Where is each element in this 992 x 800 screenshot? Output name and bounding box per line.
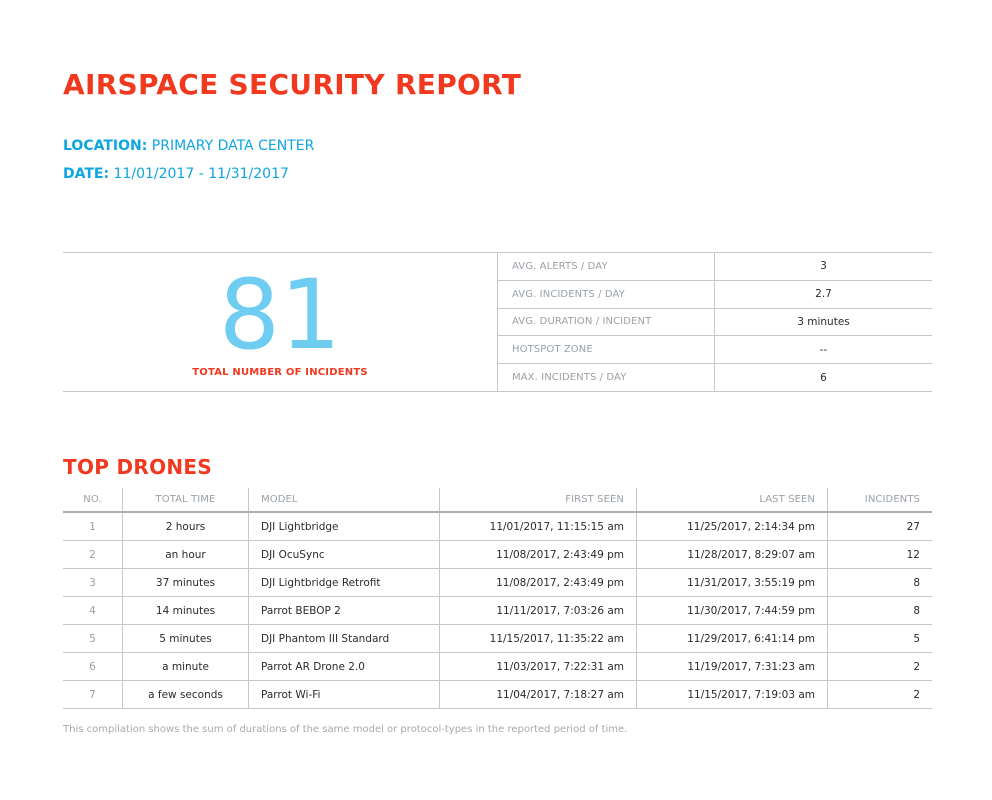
cell-model: DJI Lightbridge Retrofit [249, 569, 440, 597]
cell-no: 1 [63, 512, 123, 541]
top-drones-title: TOP DRONES [63, 455, 213, 479]
total-incidents-label: TOTAL NUMBER OF INCIDENTS [192, 367, 368, 378]
cell-last-seen: 11/15/2017, 7:19:03 am [637, 681, 828, 709]
cell-total-time: 14 minutes [123, 597, 249, 625]
cell-total-time: a minute [123, 653, 249, 681]
location-line [63, 138, 314, 154]
table-row [63, 512, 932, 541]
summary-panel [63, 252, 932, 392]
stat-value: -- [819, 343, 828, 356]
table-row [63, 625, 932, 653]
table-row [63, 681, 932, 709]
stat-row-avg-incidents [498, 281, 932, 309]
column-header-no: NO. [63, 488, 123, 512]
table-row [63, 653, 932, 681]
cell-model: DJI Lightbridge [249, 512, 440, 541]
table-header-row [63, 488, 932, 512]
cell-no: 2 [63, 541, 123, 569]
table-row [63, 597, 932, 625]
stat-row-max-incidents [498, 364, 932, 391]
table-row [63, 541, 932, 569]
cell-model: DJI OcuSync [249, 541, 440, 569]
cell-no: 5 [63, 625, 123, 653]
cell-total-time: 5 minutes [123, 625, 249, 653]
column-header-incidents: INCIDENTS [828, 488, 933, 512]
column-header-total-time: TOTAL TIME [123, 488, 249, 512]
cell-model: Parrot Wi-Fi [249, 681, 440, 709]
cell-total-time: 37 minutes [123, 569, 249, 597]
cell-no: 7 [63, 681, 123, 709]
date-line [63, 166, 289, 182]
stat-label: AVG. ALERTS / DAY [498, 253, 715, 280]
cell-incidents: 27 [828, 512, 933, 541]
column-header-model: MODEL [249, 488, 440, 512]
cell-incidents: 2 [828, 681, 933, 709]
column-header-first-seen: FIRST SEEN [440, 488, 637, 512]
cell-no: 6 [63, 653, 123, 681]
stat-row-avg-duration [498, 309, 932, 337]
cell-no: 3 [63, 569, 123, 597]
cell-first-seen: 11/01/2017, 11:15:15 am [440, 512, 637, 541]
stats-table [498, 253, 932, 391]
cell-last-seen: 11/31/2017, 3:55:19 pm [637, 569, 828, 597]
cell-first-seen: 11/08/2017, 2:43:49 pm [440, 541, 637, 569]
cell-last-seen: 11/25/2017, 2:14:34 pm [637, 512, 828, 541]
cell-first-seen: 11/04/2017, 7:18:27 am [440, 681, 637, 709]
cell-total-time: 2 hours [123, 512, 249, 541]
table-row [63, 569, 932, 597]
cell-model: DJI Phantom III Standard [249, 625, 440, 653]
date-label: DATE: [63, 166, 110, 182]
cell-last-seen: 11/28/2017, 8:29:07 am [637, 541, 828, 569]
top-drones-table [63, 488, 932, 709]
cell-last-seen: 11/30/2017, 7:44:59 pm [637, 597, 828, 625]
cell-first-seen: 11/03/2017, 7:22:31 am [440, 653, 637, 681]
cell-total-time: a few seconds [123, 681, 249, 709]
total-incidents-number: 81 [218, 259, 342, 371]
cell-incidents: 2 [828, 653, 933, 681]
cell-incidents: 8 [828, 569, 933, 597]
cell-first-seen: 11/11/2017, 7:03:26 am [440, 597, 637, 625]
stat-value: 6 [820, 371, 827, 384]
stat-row-hotspot-zone [498, 336, 932, 364]
stat-value: 2.7 [815, 288, 832, 301]
date-value: 11/01/2017 - 11/31/2017 [113, 166, 289, 182]
column-header-last-seen: LAST SEEN [637, 488, 828, 512]
stat-value: 3 minutes [797, 315, 850, 328]
cell-last-seen: 11/29/2017, 6:41:14 pm [637, 625, 828, 653]
cell-incidents: 8 [828, 597, 933, 625]
stat-label: MAX. INCIDENTS / DAY [498, 364, 715, 391]
stat-value: 3 [820, 260, 827, 273]
footnote: This compilation shows the sum of durations of the same model or protocol-types in the reported period of time. [63, 724, 628, 735]
cell-first-seen: 11/08/2017, 2:43:49 pm [440, 569, 637, 597]
cell-incidents: 12 [828, 541, 933, 569]
cell-first-seen: 11/15/2017, 11:35:22 am [440, 625, 637, 653]
location-label: LOCATION: [63, 138, 148, 154]
cell-last-seen: 11/19/2017, 7:31:23 am [637, 653, 828, 681]
total-incidents-card [63, 253, 498, 391]
stat-label: AVG. INCIDENTS / DAY [498, 281, 715, 308]
cell-total-time: an hour [123, 541, 249, 569]
cell-incidents: 5 [828, 625, 933, 653]
cell-no: 4 [63, 597, 123, 625]
stat-label: HOTSPOT ZONE [498, 336, 715, 363]
location-value: PRIMARY DATA CENTER [151, 138, 315, 154]
cell-model: Parrot BEBOP 2 [249, 597, 440, 625]
cell-model: Parrot AR Drone 2.0 [249, 653, 440, 681]
stat-label: AVG. DURATION / INCIDENT [498, 309, 715, 336]
stat-row-avg-alerts [498, 253, 932, 281]
report-title: AIRSPACE SECURITY REPORT [63, 68, 522, 101]
